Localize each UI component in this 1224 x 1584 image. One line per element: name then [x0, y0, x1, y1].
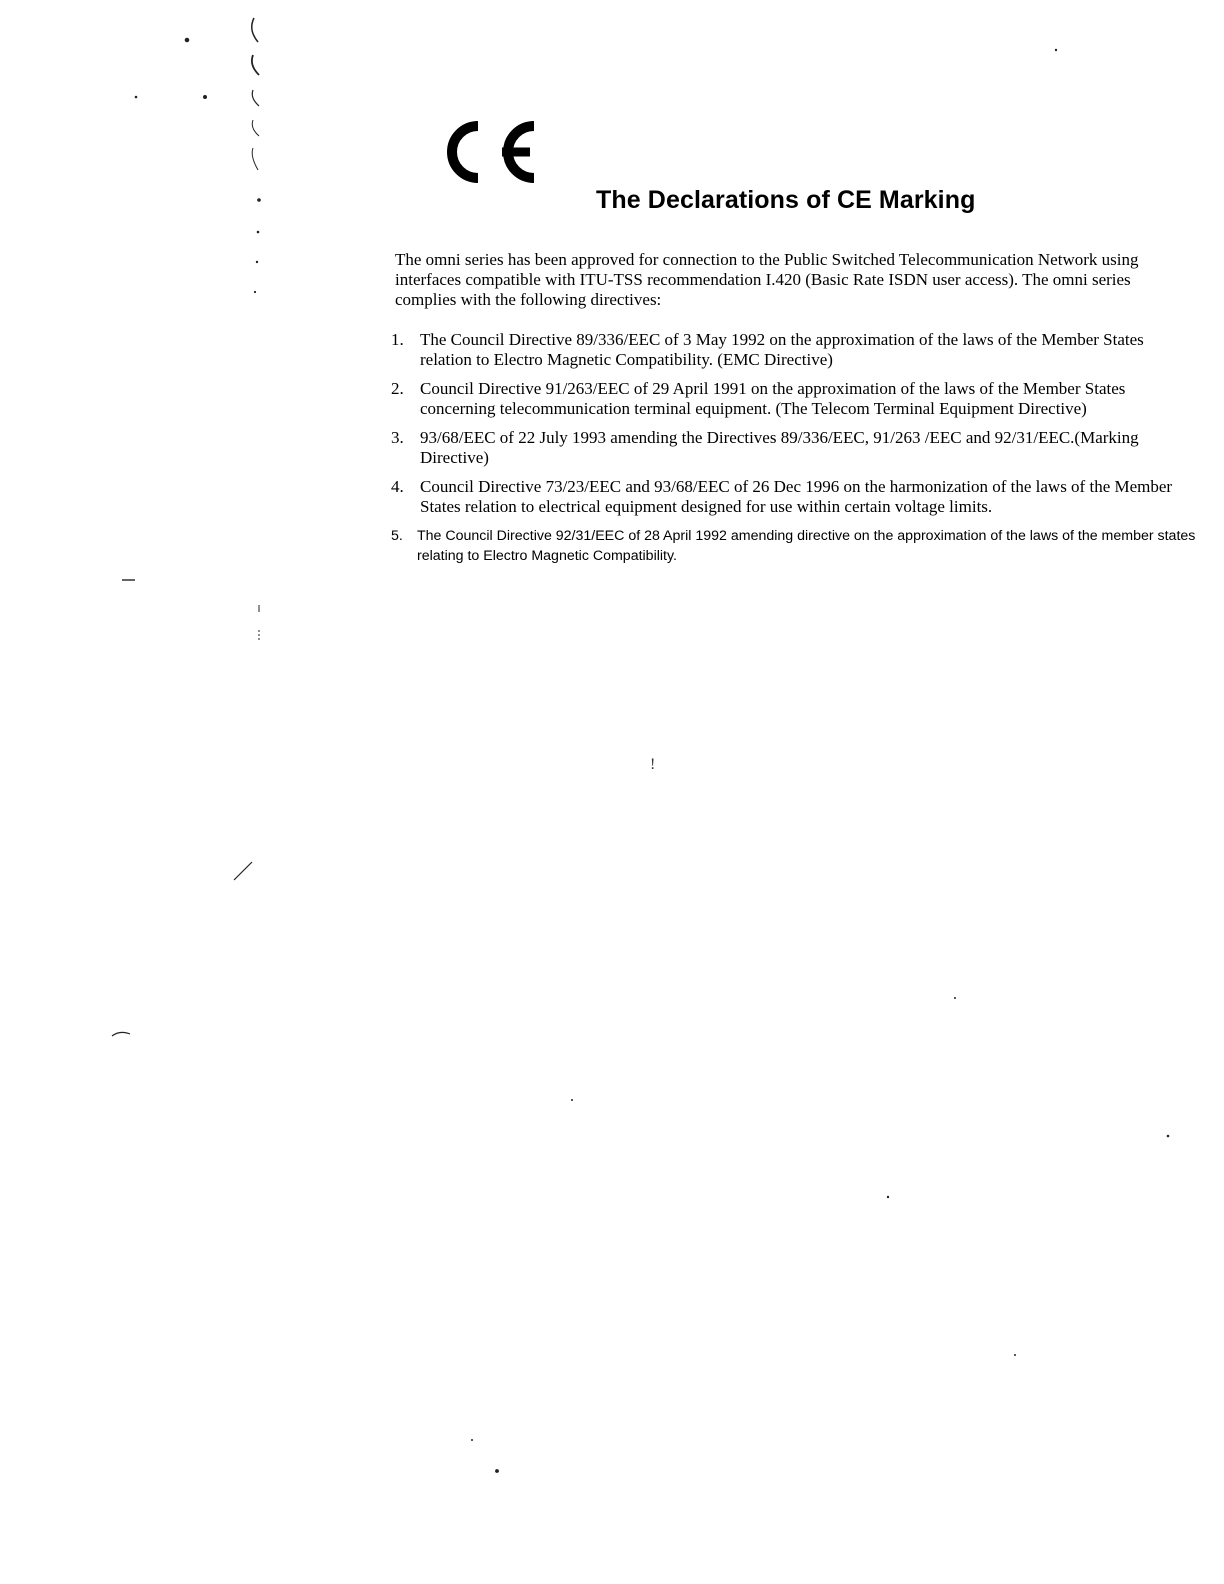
list-item-text: The Council Directive 92/31/EEC of 28 April 1992 amending directive on the approximation of the laws of the member states relating to Electro Magnetic Compatibility. — [417, 528, 1196, 564]
list-item — [391, 428, 1197, 468]
list-item-number: 5. — [391, 528, 403, 544]
list-item-number: 1. — [391, 330, 404, 349]
list-item-text: 93/68/EEC of 22 July 1993 amending the Directives 89/336/EEC, 91/263 /EEC and 92/31/EEC.(Marking Directive) — [420, 428, 1139, 467]
list-item-number: 3. — [391, 428, 404, 447]
directives-list — [391, 330, 1197, 575]
list-item-text: Council Directive 91/263/EEC of 29 April 1991 on the approximation of the laws of the Member States concerning telecommunication terminal equipment. (The Telecom Terminal Equipment Directive) — [420, 379, 1126, 418]
list-item — [391, 526, 1197, 566]
list-item-text: The Council Directive 89/336/EEC of 3 May 1992 on the approximation of the laws of the Member States relation to Electro Magnetic Compatibility. (EMC Directive) — [420, 330, 1144, 369]
intro-paragraph: The omni series has been approved for connection to the Public Switched Telecommunication Network using interfaces compatible with ITU-TSS recommendation I.420 (Basic Rate ISDN user access). The omni series complies with the following directives: — [395, 250, 1139, 309]
list-item — [391, 330, 1197, 370]
list-item-text: Council Directive 73/23/EEC and 93/68/EEC of 26 Dec 1996 on the harmonization of the laws of the Member States relation to electrical equipment designed for use within certain voltage limits. — [420, 477, 1173, 516]
list-item — [391, 477, 1197, 517]
list-item-number: 2. — [391, 379, 404, 398]
ce-marking-logo-icon — [438, 116, 540, 188]
list-item-number: 4. — [391, 477, 404, 496]
list-item — [391, 379, 1197, 419]
stray-mark: ǃ — [650, 756, 656, 773]
document-title: The Declarations of CE Marking — [596, 186, 976, 214]
